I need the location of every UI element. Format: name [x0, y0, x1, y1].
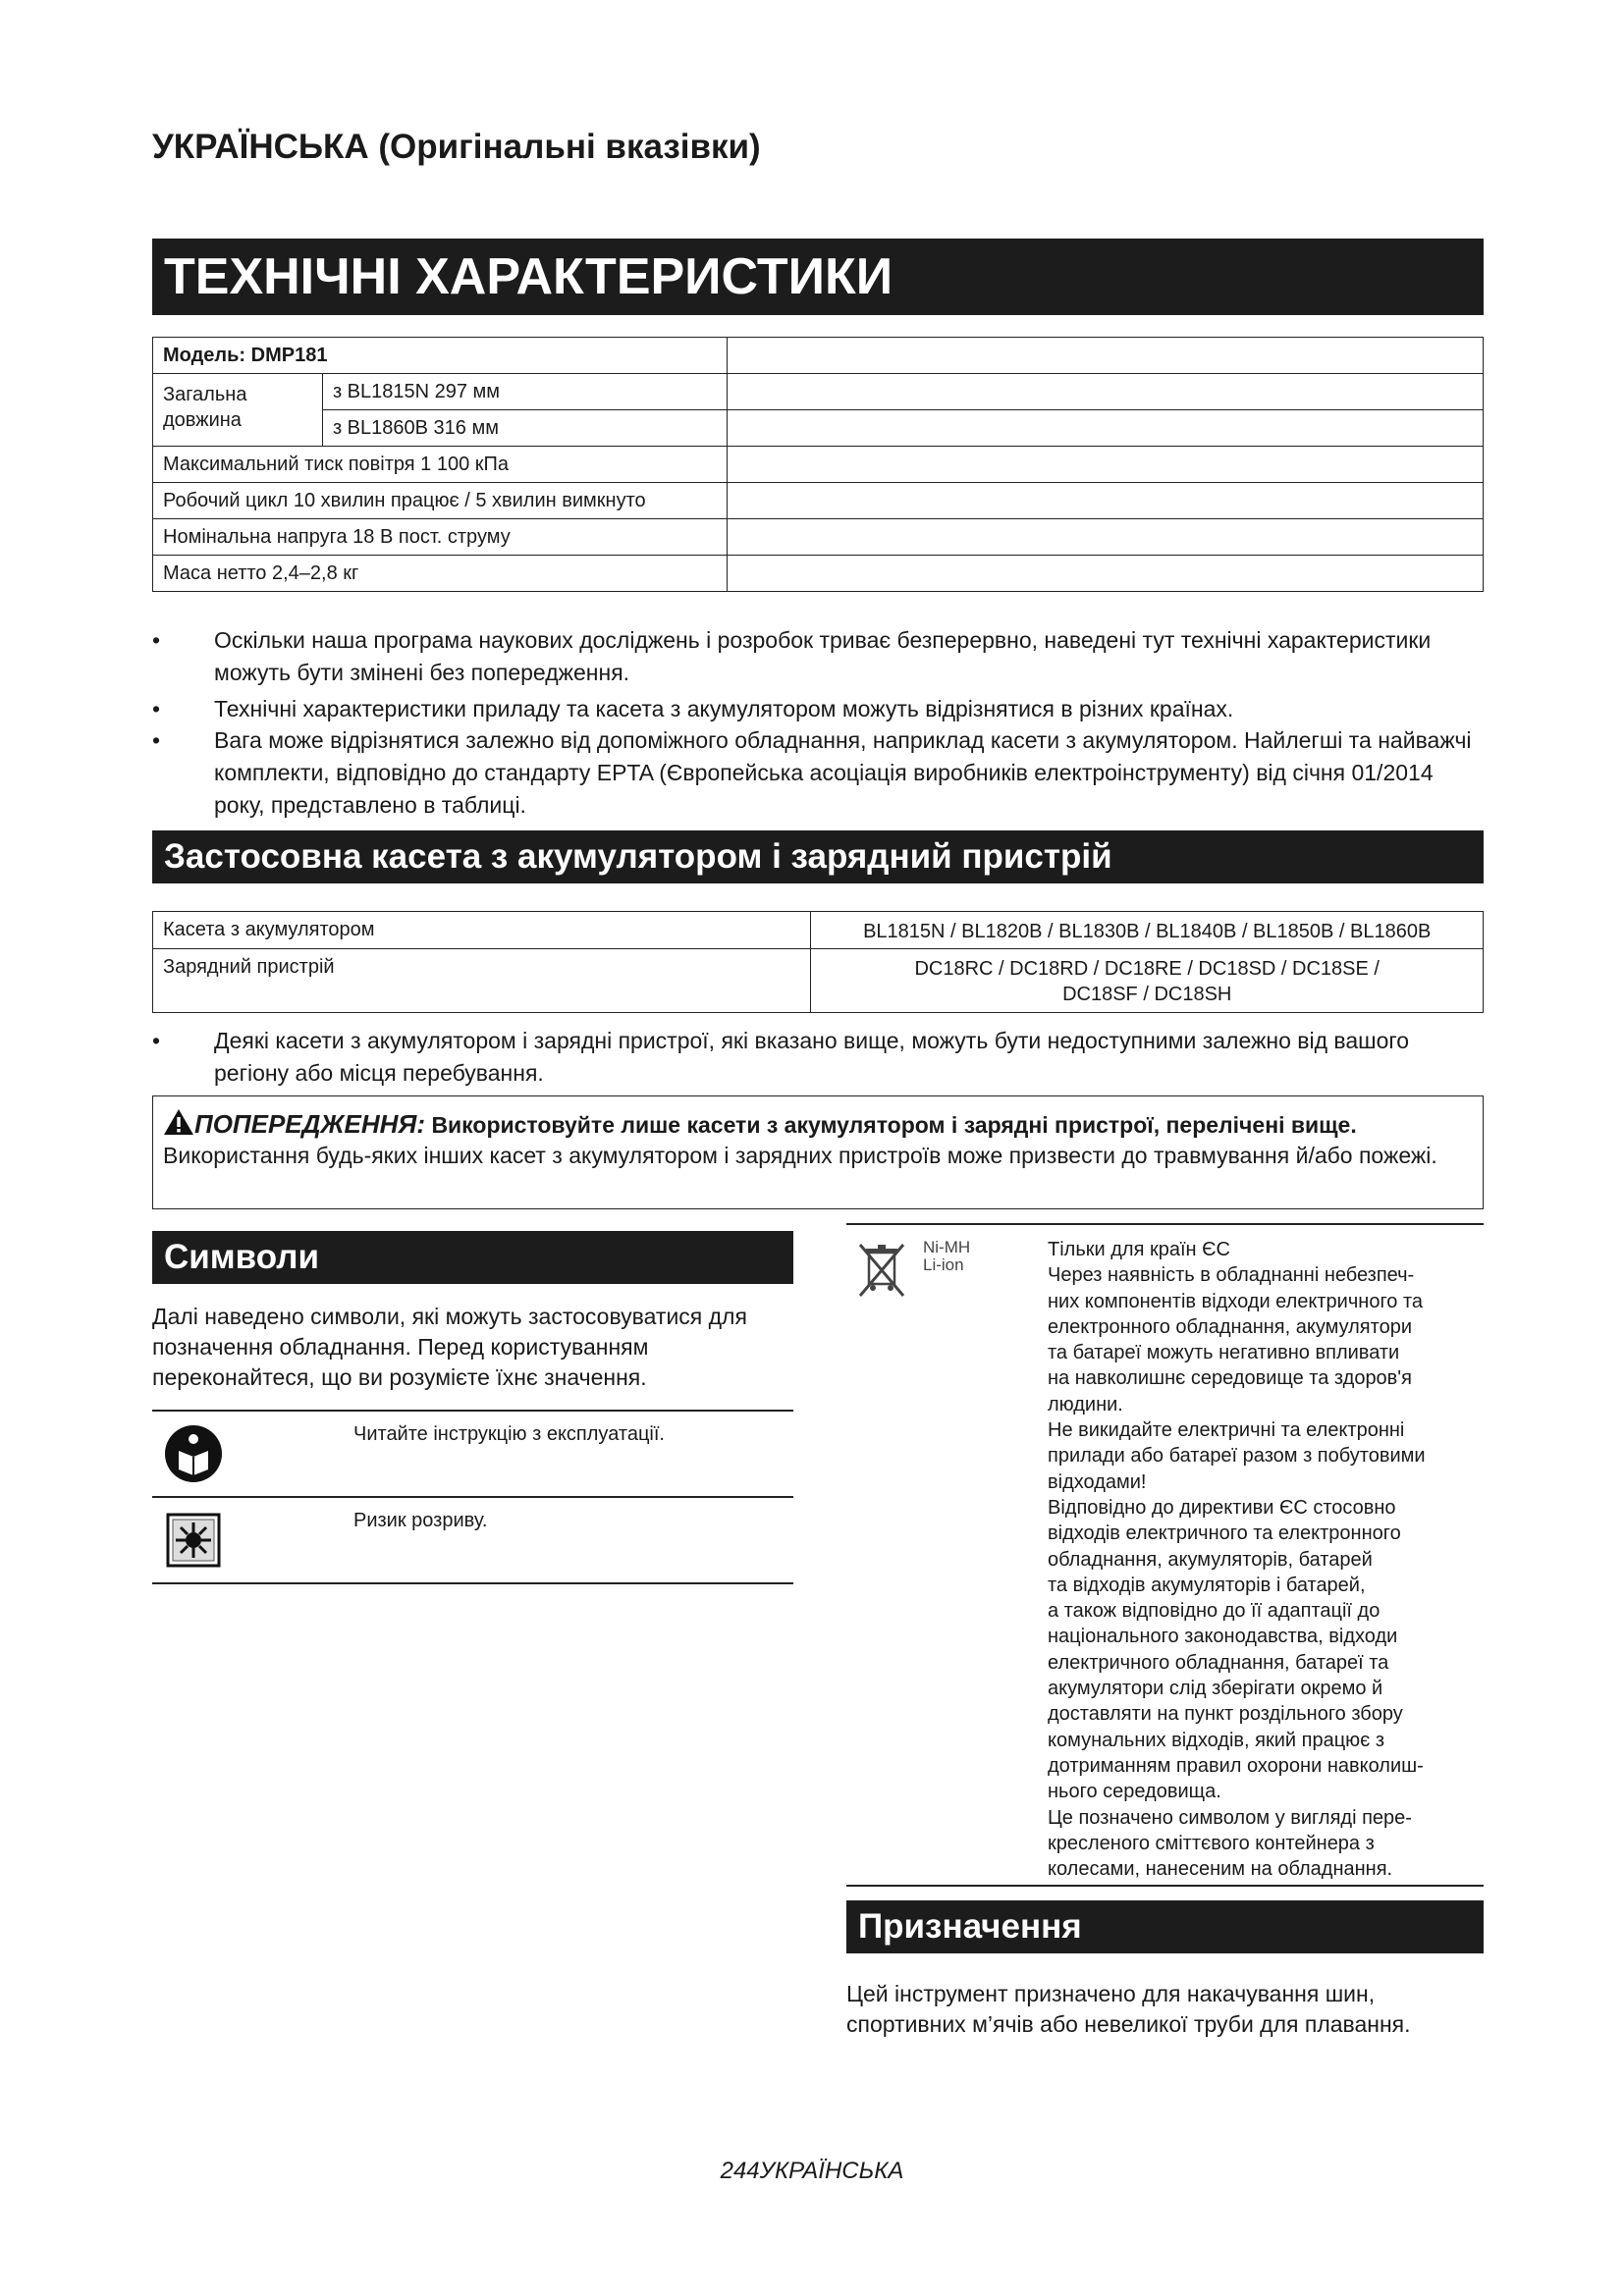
read-manual-icon: [164, 1424, 223, 1488]
bullet-icon: •: [152, 627, 161, 653]
language-title: УКРАЇНСЬКА (Оригінальні вказівки): [152, 128, 761, 166]
symbol-row: [152, 1410, 793, 1496]
table-row: [153, 410, 1484, 447]
battery-chemistry: Ni-MH Li-ion: [923, 1238, 971, 1274]
battery-table: [152, 911, 1484, 1013]
page-footer: 244УКРАЇНСЬКА: [720, 2158, 904, 2184]
overall-length-label: Загальна довжина: [153, 374, 323, 447]
table-row: [153, 519, 1484, 556]
rated-voltage-cell: Номінальна напруга 18 В пост. струму: [153, 519, 728, 556]
symbols-intro: Далі наведено символи, які можуть застосовуватися для позначення обладнання. Перед користуванням переконайтеся, що ви розумієте їхнє значення.: [152, 1304, 747, 1390]
warning-triangle-icon: [163, 1112, 194, 1138]
purpose-text: Цей інструмент призначено для накачування шин, спортивних м’ячів або невеликої труби для плавання.: [846, 1981, 1411, 2037]
battery-note: • Деякі касети з акумулятором і зарядні пристрої, які вказано вище, можуть бути недоступними залежно від вашого регіону або місця перебування.: [152, 1025, 1484, 1090]
cartridge-models: BL1815N / BL1820B / BL1830B / BL1840B / BL1850B / BL1860B: [811, 912, 1484, 949]
weee-notice: [846, 1223, 1484, 1887]
symbols-table: [152, 1410, 793, 1584]
warning-bold-text: Використовуйте лише касети з акумулятором і зарядні пристрої, перелічені вище.: [431, 1112, 1357, 1138]
burst-risk-icon: [164, 1511, 223, 1575]
table-row: [153, 374, 1484, 410]
specifications-table: [152, 337, 1484, 592]
charger-models: DC18RC / DC18RD / DC18RE / DC18SD / DC18SE / DC18SF / DC18SH: [811, 949, 1484, 1013]
table-row: [153, 447, 1484, 483]
weee-text: Тільки для країн ЄС Через наявність в обладнанні небезпеч- них компонентів відходи електричного та електронного обладнання, акумулятори та батареї можуть негативно впливати на навколишнє середовище та здоров'я людини. Не викидайте електричні та електронні прилади або батареї разом з побутовими відходами! Відповідно до директиви ЄС стосовно відходів електричного та електронного обладнання, акумуляторів, батарей та відходів акумуляторів і батарей, а також відповідно до її адаптації до національного законодавства, відходи електричного обладнання, батареї та акумулятори слід зберігати окремо й доставляти на пункт роздільного збору комунальних відходів, який працює з дотриманням правил охорони навколиш- нього середовища. Це позначено символом у вигляді пере- кресленого сміттєвого контейнера з колесами, нанесеним на обладнання.: [1048, 1239, 1426, 1881]
burst-risk-text: Ризик розриву.: [353, 1510, 488, 1531]
spec-note: • Вага може відрізнятися залежно від допоміжного обладнання, наприклад касети з акумулятором. Найлегші та найважчі комплекти, відповідно до стандарту EPTA (Європейська асоціація виробників електроінструменту) від січня 01/2014 року, представлено в таблиці.: [152, 724, 1484, 822]
table-row: [153, 483, 1484, 519]
cartridge-label: Касета з акумулятором: [153, 912, 811, 949]
length-bl1860b-cell: з BL1860B 316 мм: [322, 410, 727, 447]
duty-cycle-cell: Робочий цикл 10 хвилин працює / 5 хвилин вимкнуто: [153, 483, 728, 519]
charger-label: Зарядний пристрій: [153, 949, 811, 1013]
table-row: [153, 949, 1484, 1013]
bullet-icon: •: [152, 1028, 161, 1053]
table-row: [153, 338, 1484, 374]
warning-box: [152, 1095, 1484, 1209]
bullet-icon: •: [152, 696, 161, 721]
symbol-row: [152, 1496, 793, 1584]
warning-head: ПОПЕРЕДЖЕННЯ:: [194, 1109, 426, 1139]
length-bl1815n-cell: з BL1815N 297 мм: [322, 374, 727, 410]
crossed-bin-icon: [856, 1241, 907, 1305]
warning-text: Використання будь-яких інших касет з акумулятором і зарядних пристроїв може призвести до травмування й/або пожежі.: [163, 1143, 1437, 1168]
bullet-icon: •: [152, 727, 161, 753]
purpose-heading: Призначення: [846, 1900, 1484, 1953]
spec-note: • Оскільки наша програма наукових досліджень і розробок триває безперервно, наведені тут технічні характеристики можуть бути змінені без попередження.: [152, 624, 1484, 689]
symbols-heading: Символи: [152, 1231, 793, 1284]
spec-note: • Технічні характеристики приладу та касета з акумулятором можуть відрізнятися в різних країнах.: [152, 693, 1484, 725]
battery-heading: Застосовна касета з акумулятором і зарядний пристрій: [152, 830, 1484, 883]
net-weight-cell: Маса нетто 2,4–2,8 кг: [153, 556, 728, 592]
max-pressure-cell: Максимальний тиск повітря 1 100 кПа: [153, 447, 728, 483]
read-manual-text: Читайте інструкцію з експлуатації.: [353, 1423, 665, 1445]
model-cell: Модель: DMP181: [153, 338, 728, 374]
table-row: [153, 556, 1484, 592]
specifications-heading: ТЕХНІЧНІ ХАРАКТЕРИСТИКИ: [152, 239, 1484, 315]
table-row: [153, 912, 1484, 949]
